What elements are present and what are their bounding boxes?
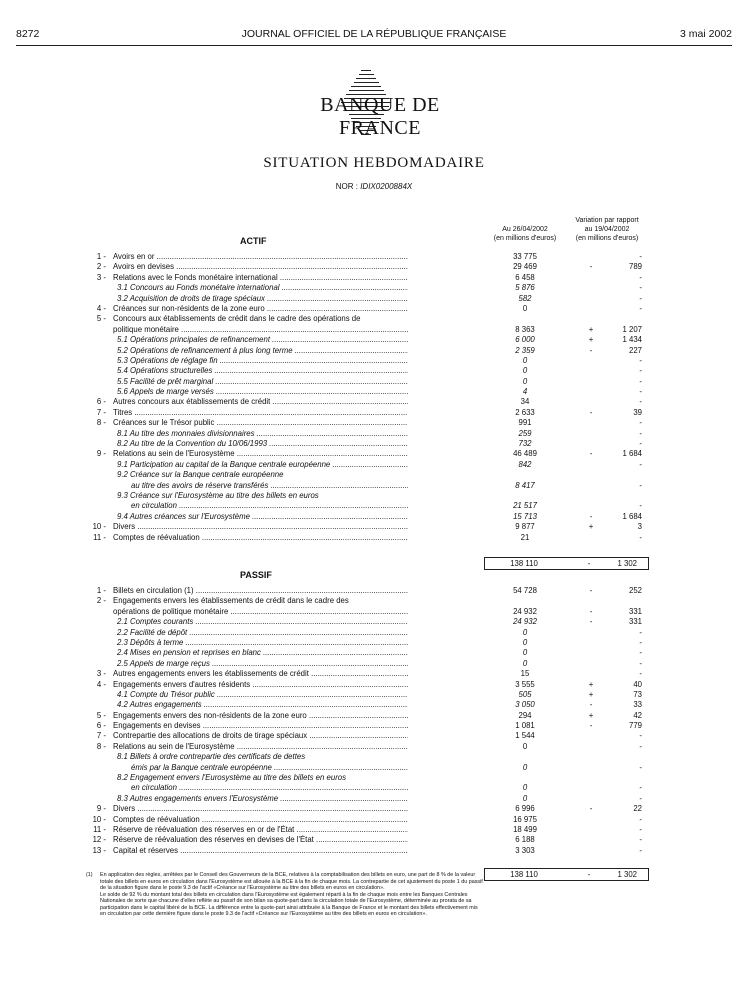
page-number: 8272 (16, 28, 40, 40)
nor-code: IDIX0200884X (360, 182, 413, 191)
item-value: 18 499 (513, 824, 537, 834)
item-variation: 331 (628, 617, 642, 627)
page-header (16, 28, 732, 42)
item-label: 8.2 Au titre de la Convention du 10/06/1993 ..... (117, 439, 408, 449)
logo-stripe (356, 78, 376, 79)
item-number: 9 - (96, 804, 106, 814)
item-variation: - (639, 824, 642, 834)
logo-wordmark: BANQUE DE FRANCE (320, 94, 440, 139)
passif-row (0, 586, 748, 596)
item-label: Divers ..... (113, 804, 408, 814)
item-variation: - (639, 418, 642, 428)
item-label: en circulation ..... (131, 501, 408, 511)
item-label: Engagements envers des non-résidents de la zone euro ..... (113, 711, 408, 721)
item-label: Billets en circulation (1) ..... (113, 586, 408, 596)
footnote-paragraph: En application des règles, arrêtées par le Conseil des Gouverneurs de la BCE, relatives à la comptabilisation des billets en euro, une part de 8 % de la valeur totale des billets en euros en circulation dans l'Eurosystème est allouée à la BCE à la fin de chaque mois. La contrepartie de cet ajustement du poste 1 du passif de la situation figure dans le poste 9.3 de l'actif «Créance sur l'Eurosystème au titre des billets en euros en circulation». (100, 872, 483, 891)
actif-row (0, 304, 748, 314)
item-variation: 22 (633, 804, 642, 814)
item-label: Capital et réserves ..... (113, 846, 408, 856)
item-value: 34 (520, 397, 530, 407)
variation-sign: + (588, 689, 594, 699)
actif-row (0, 533, 748, 543)
actif-row (0, 418, 748, 428)
item-value: 0 (522, 762, 528, 772)
actif-row (0, 335, 748, 345)
passif-row (0, 617, 748, 627)
item-value: 6 996 (515, 804, 535, 814)
banque-de-france-logo (270, 70, 490, 140)
item-value: 0 (522, 627, 528, 637)
variation-sign: - (589, 511, 593, 521)
nor-reference (0, 182, 748, 191)
variation-column-header (562, 216, 652, 243)
variation-header-line: au 19/04/2002 (584, 226, 630, 233)
nor-label: NOR : (335, 182, 358, 191)
item-variation: - (639, 252, 642, 261)
item-number: 2 - (96, 596, 106, 606)
actif-row (0, 522, 748, 532)
item-variation: - (639, 387, 642, 397)
item-number: 6 - (96, 721, 106, 731)
item-value: 6 458 (515, 272, 535, 282)
item-label: Réserve de réévaluation des réserves en or de l'État ..... (113, 825, 408, 835)
passif-row (0, 711, 748, 721)
item-variation: - (639, 741, 642, 751)
item-variation: 42 (633, 710, 642, 720)
item-variation: - (639, 835, 642, 845)
actif-row (0, 429, 748, 439)
item-label: opérations de politique monétaire ..... (113, 607, 408, 617)
item-label: Créances sur non-résidents de la zone euro ..... (113, 304, 408, 314)
logo-stripe (354, 82, 379, 83)
item-number: 11 - (93, 824, 106, 834)
actif-row (0, 262, 748, 272)
item-variation: - (639, 762, 642, 772)
item-label: 9.2 Créance sur la Banque centrale européenne (117, 470, 284, 480)
item-value: 24 932 (513, 606, 537, 616)
item-variation: - (639, 376, 642, 386)
variation-sign: - (589, 449, 593, 459)
actif-row (0, 501, 748, 511)
item-label: Engagements envers d'autres résidents ..... (113, 680, 408, 690)
item-label: Engagements envers les établissements de crédit dans le cadre des (113, 596, 349, 606)
item-value: 15 (520, 669, 530, 679)
actif-row (0, 294, 748, 304)
passif-row (0, 752, 748, 762)
item-variation: - (639, 731, 642, 741)
item-value: 21 517 (513, 501, 537, 511)
item-value: 0 (522, 741, 528, 751)
actif-row (0, 273, 748, 283)
logo-stripe (351, 86, 381, 87)
value-header-line: (en millions d'euros) (493, 235, 557, 242)
item-variation: - (639, 532, 642, 542)
item-label: Autres concours aux établissements de crédit ..... (113, 397, 408, 407)
logo-stripe (359, 74, 374, 75)
item-label: 4.2 Autres engagements ..... (117, 700, 408, 710)
item-value: 582 (518, 293, 532, 303)
item-label: politique monétaire ..... (113, 325, 408, 335)
actif-row (0, 512, 748, 522)
item-value: 2 359 (515, 345, 535, 355)
item-label: 5.5 Facilité de prêt marginal ..... (117, 377, 408, 387)
passif-row (0, 659, 748, 669)
passif-row (0, 700, 748, 710)
passif-row (0, 648, 748, 658)
item-number: 7 - (96, 407, 106, 417)
item-variation: - (639, 303, 642, 313)
item-label: 5.6 Appels de marge versés ..... (117, 387, 408, 397)
item-variation: - (639, 439, 642, 449)
actif-row (0, 283, 748, 293)
passif-row (0, 690, 748, 700)
item-value: 842 (518, 459, 532, 469)
item-label: 2.2 Facilité de dépôt ..... (117, 628, 408, 638)
item-variation: - (639, 845, 642, 855)
document-title: SITUATION HEBDOMADAIRE (263, 155, 485, 171)
item-number: 6 - (96, 397, 106, 407)
actif-row (0, 346, 748, 356)
item-value: 3 555 (515, 679, 535, 689)
passif-row (0, 596, 748, 606)
item-label: 2.4 Mises en pension et reprises en blanc ..... (117, 648, 408, 658)
passif-row (0, 763, 748, 773)
item-number: 1 - (96, 586, 106, 595)
item-label: 3.2 Acquisition de droits de tirage spéciaux ..... (117, 294, 408, 304)
item-value: 29 469 (513, 262, 537, 272)
item-label: Avoirs en or ..... (113, 252, 408, 262)
item-value: 16 975 (513, 814, 537, 824)
item-value: 3 050 (515, 700, 535, 710)
passif-row (0, 846, 748, 856)
item-label: 9.4 Autres créances sur l'Eurosystème ..... (117, 512, 408, 522)
variation-sign: + (588, 710, 594, 720)
item-variation: - (639, 293, 642, 303)
variation-sign: - (589, 407, 593, 417)
item-label: en circulation ..... (131, 783, 408, 793)
item-variation: - (639, 658, 642, 668)
variation-sign: - (589, 586, 593, 595)
item-variation: 1 434 (622, 335, 642, 345)
item-variation: - (639, 397, 642, 407)
variation-sign: + (588, 522, 594, 532)
item-label: 2.3 Dépôts à terme ..... (117, 638, 408, 648)
item-value: 732 (518, 439, 532, 449)
actif-row (0, 449, 748, 459)
item-value: 33 775 (513, 252, 537, 261)
passif-row (0, 731, 748, 741)
passif-total (484, 868, 649, 881)
passif-row (0, 804, 748, 814)
item-label: Divers ..... (113, 522, 408, 532)
item-variation: - (639, 648, 642, 658)
issue-date: 3 mai 2002 (680, 28, 732, 40)
actif-total (484, 557, 649, 570)
item-value: 505 (518, 689, 532, 699)
passif-row (0, 742, 748, 752)
item-value: 9 877 (515, 522, 535, 532)
item-label: Créances sur le Trésor public ..... (113, 418, 408, 428)
item-variation: - (639, 459, 642, 469)
item-label: 5.3 Opérations de réglage fin ..... (117, 356, 408, 366)
value-header-line: Au 26/04/2002 (502, 226, 548, 233)
variation-sign: + (588, 335, 594, 345)
item-number: 11 - (93, 532, 106, 542)
item-label: 8.3 Autres engagements envers l'Eurosystème ..... (117, 794, 408, 804)
item-label: Engagements en devises ..... (113, 721, 408, 731)
passif-title: PASSIF (240, 570, 272, 580)
item-variation: - (639, 366, 642, 376)
item-variation: 779 (628, 721, 642, 731)
item-variation: 331 (628, 606, 642, 616)
item-value: 24 932 (513, 617, 537, 627)
logo-stripe (349, 90, 384, 91)
item-number: 2 - (96, 262, 106, 272)
item-label: émis par la Banque centrale européenne ..... (131, 763, 408, 773)
item-value: 4 (522, 387, 528, 397)
actif-total-sign: - (587, 559, 591, 568)
passif-row (0, 835, 748, 845)
item-value: 46 489 (513, 449, 537, 459)
passif-row (0, 721, 748, 731)
item-variation: - (639, 480, 642, 490)
item-number: 13 - (92, 845, 106, 855)
item-label: Contrepartie des allocations de droits de tirage spéciaux ..... (113, 731, 408, 741)
item-variation: - (639, 637, 642, 647)
item-label: 4.1 Compte du Trésor public ..... (117, 690, 408, 700)
variation-sign: - (589, 345, 593, 355)
actif-row (0, 356, 748, 366)
actif-row (0, 252, 748, 262)
variation-header-line: Variation par rapport (575, 217, 639, 224)
item-number: 5 - (96, 314, 106, 324)
item-value: 259 (518, 428, 532, 438)
item-value: 0 (522, 376, 528, 386)
item-variation: - (639, 272, 642, 282)
item-number: 5 - (96, 710, 106, 720)
passif-table (0, 586, 748, 856)
item-label: Concours aux établissements de crédit dans le cadre des opérations de (113, 314, 361, 324)
item-value: 1 544 (515, 731, 535, 741)
item-variation: - (639, 793, 642, 803)
item-label: Autres engagements envers les établissements de crédit ..... (113, 669, 408, 679)
item-value: 0 (522, 637, 528, 647)
item-value: 0 (522, 303, 528, 313)
item-variation: - (639, 627, 642, 637)
item-variation: 1 684 (622, 449, 642, 459)
actif-table (0, 252, 748, 543)
item-value: 54 728 (513, 586, 537, 595)
item-label: Relations au sein de l'Eurosystème ..... (113, 742, 408, 752)
actif-row (0, 491, 748, 501)
variation-sign: + (588, 679, 594, 689)
item-variation: 1 207 (622, 324, 642, 334)
item-variation: 39 (633, 407, 642, 417)
variation-sign: - (589, 262, 593, 272)
item-value: 0 (522, 366, 528, 376)
item-label: Relations avec le Fonds monétaire international ..... (113, 273, 408, 283)
item-label: 9.1 Participation au capital de la Banque centrale européenne ..... (117, 460, 408, 470)
item-value: 0 (522, 648, 528, 658)
item-variation: - (639, 428, 642, 438)
item-number: 7 - (96, 731, 106, 741)
actif-row (0, 397, 748, 407)
item-variation: 1 684 (622, 511, 642, 521)
passif-row (0, 680, 748, 690)
passif-row (0, 628, 748, 638)
actif-total-variation: 1 302 (617, 559, 637, 568)
passif-row (0, 638, 748, 648)
item-value: 21 (520, 532, 530, 542)
item-number: 12 - (92, 835, 106, 845)
item-number: 3 - (96, 669, 106, 679)
item-label: Comptes de réévaluation ..... (113, 815, 408, 825)
passif-total-variation: 1 302 (617, 870, 637, 879)
variation-sign: - (589, 700, 593, 710)
item-label: 5.4 Opérations structurelles ..... (117, 366, 408, 376)
item-variation: 789 (628, 262, 642, 272)
actif-row (0, 470, 748, 480)
variation-sign: + (588, 324, 594, 334)
value-column-header (480, 225, 570, 243)
logo-stripe (361, 70, 371, 71)
passif-total-sign: - (587, 870, 591, 879)
item-value: 294 (518, 710, 532, 720)
passif-row (0, 783, 748, 793)
actif-row (0, 366, 748, 376)
footnote (86, 872, 485, 918)
item-number: 4 - (96, 679, 106, 689)
item-variation: - (639, 355, 642, 365)
actif-row (0, 481, 748, 491)
item-label: 8.1 Au titre des monnaies divisionnaires ..... (117, 429, 408, 439)
passif-row (0, 825, 748, 835)
actif-row (0, 314, 748, 324)
item-value: 5 876 (515, 283, 535, 293)
variation-header-line: (en millions d'euros) (575, 235, 639, 242)
actif-row (0, 377, 748, 387)
item-value: 6 000 (515, 335, 535, 345)
item-label: 9.3 Créance sur l'Eurosystème au titre des billets en euros (117, 490, 319, 500)
item-variation: 252 (628, 586, 642, 595)
item-variation: 3 (637, 522, 642, 532)
item-value: 0 (522, 783, 528, 793)
item-value: 15 713 (513, 511, 537, 521)
actif-row (0, 408, 748, 418)
item-number: 4 - (96, 303, 106, 313)
variation-sign: - (589, 617, 593, 627)
passif-total-value: 138 110 (510, 870, 538, 879)
item-variation: - (639, 501, 642, 511)
item-label: 2.5 Appels de marge reçus ..... (117, 659, 408, 669)
item-label: Relations au sein de l'Eurosystème ..... (113, 449, 408, 459)
item-variation: 73 (633, 689, 642, 699)
item-value: 0 (522, 355, 528, 365)
item-variation: 227 (628, 345, 642, 355)
footnote-marker: (1) (86, 872, 93, 878)
item-value: 8 417 (515, 480, 535, 490)
item-number: 3 - (96, 272, 106, 282)
item-label: 8.1 Billets à ordre contrepartie des certificats de dettes (117, 752, 306, 762)
passif-row (0, 815, 748, 825)
item-label: 5.1 Opérations principales de refinancement ..... (117, 335, 408, 345)
item-label: Titres ..... (113, 408, 408, 418)
item-number: 8 - (96, 741, 106, 751)
item-value: 2 633 (515, 407, 535, 417)
passif-row (0, 669, 748, 679)
actif-row (0, 439, 748, 449)
item-number: 10 - (92, 522, 106, 532)
item-label: Réserve de réévaluation des réserves en devises de l'État ..... (113, 835, 408, 845)
item-number: 8 - (96, 418, 106, 428)
variation-sign: - (589, 804, 593, 814)
item-variation: 40 (633, 679, 642, 689)
actif-title: ACTIF (240, 236, 267, 246)
item-label: au titre des avoirs de réserve transférés ..... (131, 481, 408, 491)
actif-row (0, 387, 748, 397)
header-rule (16, 45, 732, 46)
item-label: 5.2 Opérations de refinancement à plus long terme ..... (117, 346, 408, 356)
item-value: 6 188 (515, 835, 535, 845)
item-number: 9 - (96, 449, 106, 459)
variation-sign: - (589, 721, 593, 731)
item-variation: - (639, 814, 642, 824)
item-variation: - (639, 669, 642, 679)
item-value: 1 081 (515, 721, 535, 731)
variation-sign: - (589, 606, 593, 616)
item-value: 8 363 (515, 324, 535, 334)
item-label: Avoirs en devises ..... (113, 262, 408, 272)
item-value: 0 (522, 793, 528, 803)
item-label: 3.1 Concours au Fonds monétaire international ..... (117, 283, 408, 293)
passif-row (0, 794, 748, 804)
actif-total-value: 138 110 (510, 559, 538, 568)
item-value: 3 303 (515, 845, 535, 855)
item-label: Comptes de réévaluation ..... (113, 533, 408, 543)
journal-title: JOURNAL OFFICIEL DE LA RÉPUBLIQUE FRANÇAISE (241, 28, 507, 40)
item-number: 1 - (96, 252, 106, 261)
item-variation: - (639, 783, 642, 793)
item-variation: 33 (633, 700, 642, 710)
item-value: 0 (522, 658, 528, 668)
item-label: 8.2 Engagement envers l'Eurosystème au titre des billets en euros (117, 773, 347, 783)
actif-row (0, 325, 748, 335)
item-variation: - (639, 283, 642, 293)
passif-row (0, 607, 748, 617)
item-label: 2.1 Comptes courants ..... (117, 617, 408, 627)
item-value: 991 (518, 418, 532, 428)
passif-row (0, 773, 748, 783)
actif-row (0, 460, 748, 470)
footnote-paragraph: Le solde de 92 % du montant total des billets en circulation dans l'Eurosystème est également réparti à la fin de chaque mois entre les Banques Centrales Nationales de sorte que chacune d'elles reflète au passif de son bilan sa quote-part dans la circulation totale de l'Eurosystème, déterminée au prorata de sa participation dans le capital libéré de la BCE. La différence entre la quote-part ainsi attribuée à la Banque de France et le montant des billets effectivement mis en circulation par cette dernière figure dans le poste 9.3 de l'actif «Créance sur l'Eurosystème au titre des billets en euros en circulation». (100, 891, 478, 917)
item-number: 10 - (92, 814, 106, 824)
